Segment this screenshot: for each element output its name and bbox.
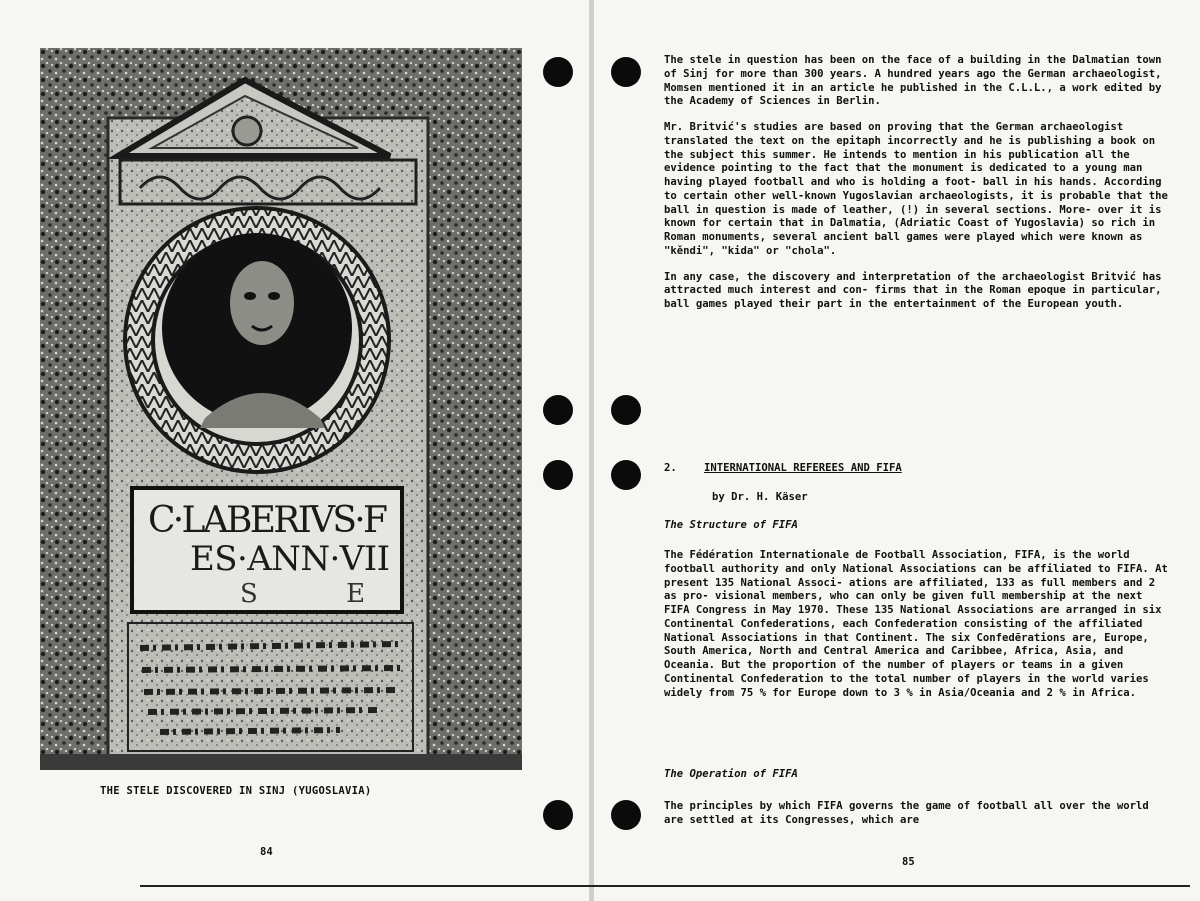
section-number: 2. [664, 462, 677, 474]
inscription-line-3: S E [240, 579, 406, 609]
page-bottom-edge [140, 885, 1190, 887]
binder-hole-icon [611, 800, 641, 830]
section-title: INTERNATIONAL REFEREES AND FIFA [704, 462, 902, 474]
paragraph-structure: The Fédération Internationale de Football Association, FIFA, is the world football authority and only National Associations can be affiliated to FIFA. At present 135 National Associ- ations are affiliated, 133 as full members and 2 as pro- visional members, who can only be given full membership at the next FIFA Congress in May 1970. These 135 National Associations are arranged in six Continental Confederations, each Confederation consisting of the affiliated National Associations in that Continent. The six Confedērations are, Europe, South America, North and Central America and Caribbee, Africa, Asia, and Oceania. But the proportion of the number of players or teams in a given Continental Confederation to the total number of players in the world varies widely from 75 % for Europe down to 3 % in Asia/Oceania and 2 % in Africa. [664, 549, 1168, 699]
page-number-right: 85 [902, 856, 915, 868]
paragraph-conclusion: In any case, the discovery and interpretation of the archaeologist Britvić has attracted much interest and con- firms that in the Roman epoque in particular, ball games played their part in the entertainment of the European youth. [664, 270, 1162, 311]
binder-hole-icon [611, 57, 641, 87]
inscription-line-2: ES·ANN·VII [190, 539, 390, 579]
binder-hole-icon [543, 800, 573, 830]
binder-hole-icon [611, 460, 641, 490]
section-heading [664, 462, 902, 474]
photo-caption: THE STELE DISCOVERED IN SINJ (YUGOSLAVIA) [100, 785, 372, 797]
inscription-line-1: C·LABERIVS·F [148, 500, 388, 541]
paragraph-operation: The principles by which FIFA governs the game of football all over the world are settled at its Congresses, which are [664, 800, 1149, 826]
stele-photograph [40, 48, 522, 770]
left-page [0, 0, 589, 901]
subheading-operation: The Operation of FIFA [664, 768, 798, 780]
paragraph-britvic-studies: Mr. Britvić's studies are based on proving that the German archaeologist translated the text on the epitaph incorrectly and he is publishing a book on the subject this summer. He intends to mention in his publication all the evidence pointing to the fact that the monument is dedicated to a young man having played football and who is holding a foot- ball in his hands. According to certain other well-known Yugoslavian archaeologists, it is probable that the ball in question is made of leather, (!) in several sections. More- over it is known for certain that in Dalmatia, (Adriatic Coast of Yugoslavia) so rich in Roman monuments, several ancient ball games were played which were known as "kěndi", "kida" or "chola". [664, 121, 1168, 257]
binder-hole-icon [543, 460, 573, 490]
binder-hole-icon [543, 57, 573, 87]
binder-hole-icon [543, 395, 573, 425]
binder-hole-icon [611, 395, 641, 425]
article-body [664, 54, 1174, 324]
subheading-structure: The Structure of FIFA [664, 519, 798, 531]
page-number-left: 84 [260, 846, 273, 858]
author-byline: by Dr. H. Käser [712, 491, 808, 503]
paragraph-stele-history: The stele in question has been on the face of a building in the Dalmatian town of Sinj for more than 300 years. A hundred years ago the German archaeologist, Momsen mentioned it in an article he published in the C.L.L., a work edited by the Academy of Sciences in Berlin. [664, 54, 1162, 108]
